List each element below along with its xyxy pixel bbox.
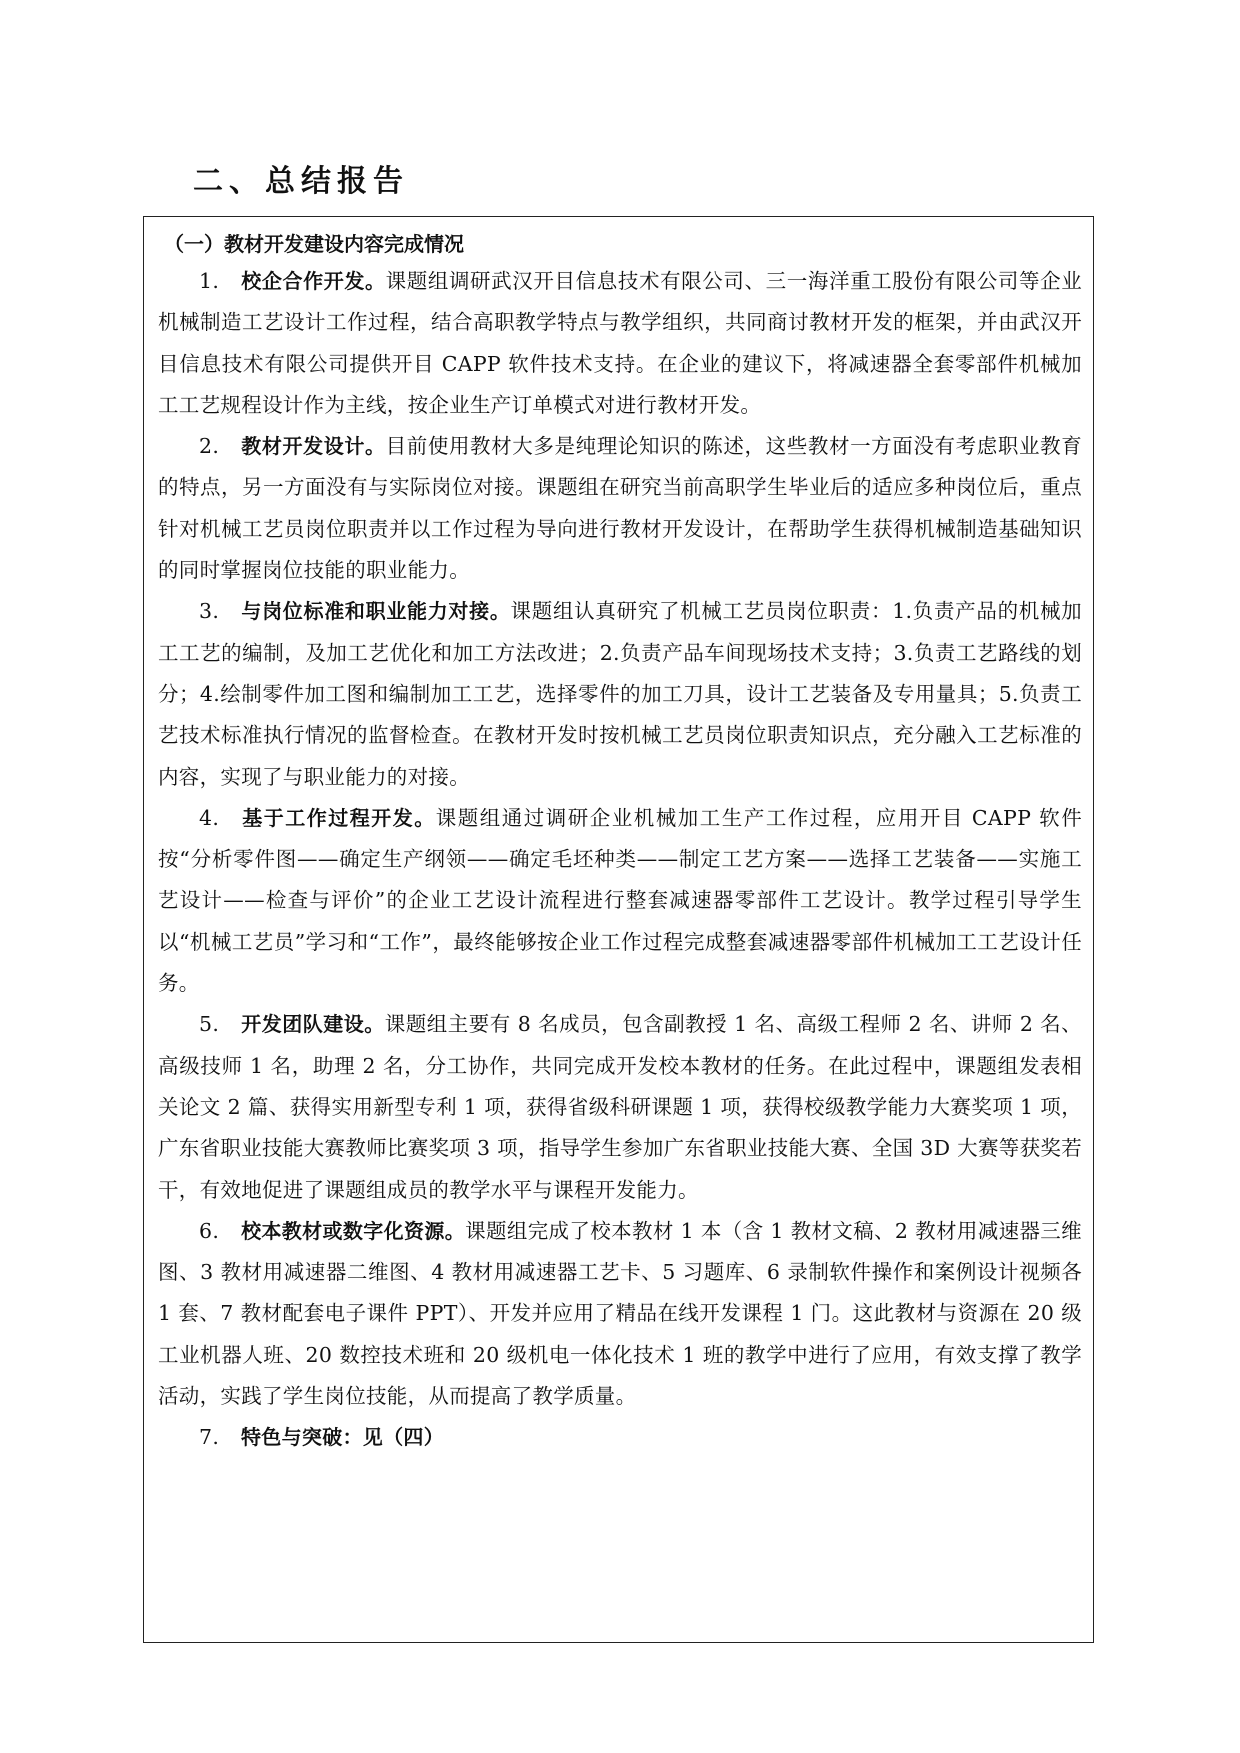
item-body: 课题组完成了校本教材 1 本（含 1 教材文稿、2 教材用减速器三维图、3 教材用减速器二维图、4 教材用减速器工艺卡、5 习题库、6 录制软件操作和案例设计视频各 1 套、7 教材配套电子课件 PPT）、开发并应用了精品在线开发课程 1 门。这此教材与资源在 20 级工业机器人班、20 数控技术班和 20 级机电一体化技术 1 班的教学中进行了应用，有效支撑了教学活动，实践了学生岗位技能，从而提高了教学质量。 xyxy=(158,1218,1082,1409)
item-list xyxy=(158,261,1082,1459)
item-body: 目前使用教材大多是纯理论知识的陈述，这些教材一方面没有考虑职业教育的特点，另一方面没有与实际岗位对接。课题组在研究当前高职学生毕业后的适应多种岗位后，重点针对机械工艺员岗位职责并以工作过程为导向进行教材开发设计，在帮助学生获得机械制造基础知识的同时掌握岗位技能的职业能力。 xyxy=(158,434,1082,583)
section-title: （一）教材开发建设内容完成情况 xyxy=(164,232,464,256)
page-heading: 二、总结报告 xyxy=(193,164,409,199)
item-paragraph xyxy=(158,426,1082,591)
item-paragraph xyxy=(158,1417,1082,1458)
item-body: 课题组通过调研企业机械加工生产工作过程，应用开目 CAPP 软件按“分析零件图——确定生产纲领——确定毛坯种类——制定工艺方案——选择工艺装备——实施工艺设计——检查与评价”的企业工艺设计流程进行整套减速器零部件工艺设计。教学过程引导学生以“机械工艺员”学习和“工作”，最终能够按企业工作过程完成整套减速器零部件机械加工工艺设计任务。 xyxy=(158,805,1082,996)
item-number: 6. xyxy=(199,1218,220,1243)
report-table-cell xyxy=(143,216,1094,1643)
item-body: 课题组调研武汉开目信息技术有限公司、三一海洋重工股份有限公司等企业机械制造工艺设计工作过程，结合高职教学特点与教学组织，共同商讨教材开发的框架，并由武汉开目信息技术有限公司提供开目 CAPP 软件技术支持。在企业的建议下，将减速器全套零部件机械加工工艺规程设计作为主线，按企业生产订单模式对进行教材开发。 xyxy=(158,269,1082,417)
item-number: 7. xyxy=(199,1425,220,1450)
item-body: 课题组主要有 8 名成员，包含副教授 1 名、高级工程师 2 名、讲师 2 名、高级技师 1 名，助理 2 名，分工协作，共同完成开发校本教材的任务。在此过程中，课题组发表相关论文 2 篇、获得实用新型专利 1 项，获得省级科研课题 1 项，获得校级教学能力大赛奖项 1 项，广东省职业技能大赛教师比赛奖项 3 项，指导学生参加广东省职业技能大赛、全国 3D 大赛等获奖若干，有效地促进了课题组成员的教学水平与课程开发能力。 xyxy=(158,1012,1082,1202)
item-paragraph xyxy=(158,1004,1082,1210)
item-lead: 开发团队建设。 xyxy=(241,1012,385,1037)
item-lead: 校企合作开发。 xyxy=(241,269,386,293)
item-lead: 基于工作过程开发。 xyxy=(241,805,436,830)
item-number: 4. xyxy=(199,805,220,830)
item-paragraph xyxy=(158,798,1082,1004)
item-paragraph xyxy=(158,261,1082,426)
item-lead: 校本教材或数字化资源。 xyxy=(241,1218,466,1243)
item-lead: 教材开发设计。 xyxy=(241,434,386,459)
item-number: 5. xyxy=(199,1012,220,1037)
item-body: 课题组认真研究了机械工艺员岗位职责：1.负责产品的机械加工工艺的编制，及加工艺优化和加工方法改进；2.负责产品车间现场技术支持；3.负责工艺路线的划分；4.绘制零件加工图和编制加工工艺，选择零件的加工刀具，设计工艺装备及专用量具；5.负责工艺技术标准执行情况的监督检查。在教材开发时按机械工艺员岗位职责知识点，充分融入工艺标准的内容，实现了与职业能力的对接。 xyxy=(158,599,1082,789)
item-lead: 与岗位标准和职业能力对接。 xyxy=(241,599,511,624)
item-number: 2. xyxy=(199,434,220,459)
item-paragraph xyxy=(158,1211,1082,1417)
item-number: 3. xyxy=(199,599,220,624)
item-paragraph xyxy=(158,591,1082,797)
item-number: 1. xyxy=(199,269,220,293)
item-lead: 特色与突破：见（四） xyxy=(241,1425,444,1450)
